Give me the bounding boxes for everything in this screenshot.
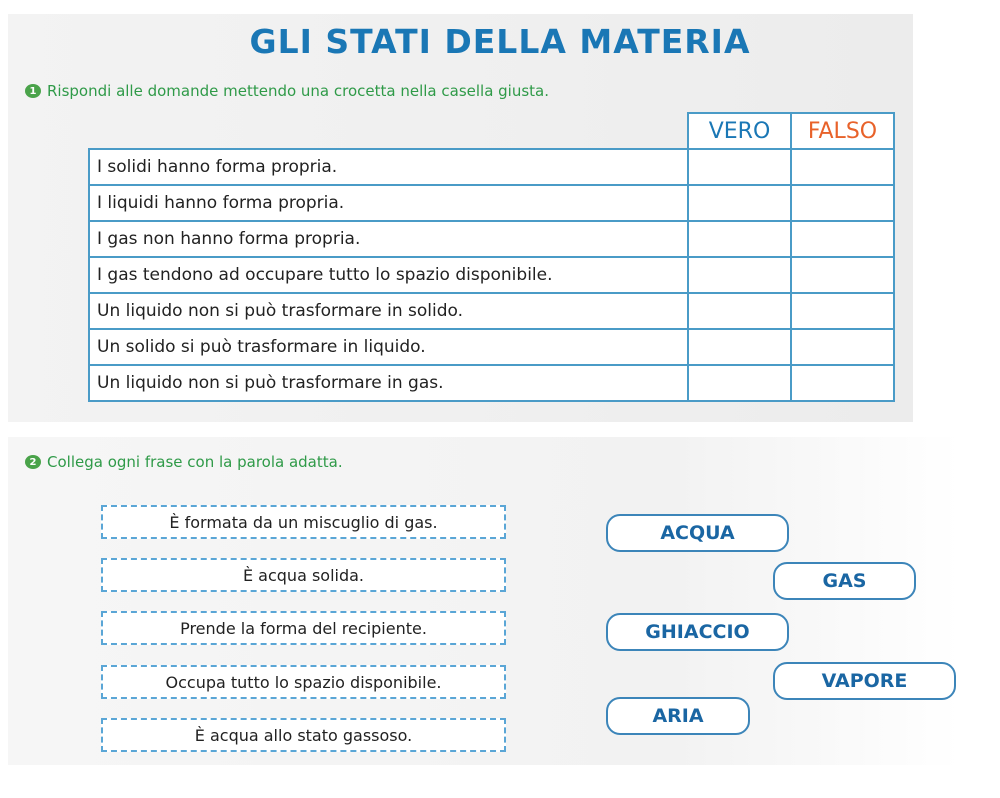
falso-checkbox-cell[interactable] [791,329,894,365]
word-acqua[interactable]: ACQUA [606,514,789,552]
phrase-box[interactable]: È acqua allo stato gassoso. [101,718,506,752]
phrase-box[interactable]: È formata da un miscuglio di gas. [101,505,506,539]
vero-checkbox-cell[interactable] [688,149,791,185]
exercise-1-instruction-text: Rispondi alle domande mettendo una crocetta nella casella giusta. [47,82,550,100]
phrase-box[interactable]: Prende la forma del recipiente. [101,611,506,645]
column-header-vero: VERO [688,113,791,149]
exercise-2-instruction [25,453,343,471]
phrase-box[interactable]: È acqua solida. [101,558,506,592]
word-gas[interactable]: GAS [773,562,916,600]
word-vapore[interactable]: VAPORE [773,662,956,700]
true-false-table [88,112,895,402]
falso-checkbox-cell[interactable] [791,257,894,293]
exercise-1-instruction [25,82,549,100]
vero-checkbox-cell[interactable] [688,329,791,365]
statement-cell: Un liquido non si può trasformare in solido. [89,293,688,329]
statement-cell: I solidi hanno forma propria. [89,149,688,185]
falso-checkbox-cell[interactable] [791,149,894,185]
vero-checkbox-cell[interactable] [688,185,791,221]
table-header-empty [89,113,688,149]
word-ghiaccio[interactable]: GHIACCIO [606,613,789,651]
table-row [89,185,894,221]
falso-checkbox-cell[interactable] [791,293,894,329]
word-aria[interactable]: ARIA [606,697,750,735]
phrase-box[interactable]: Occupa tutto lo spazio disponibile. [101,665,506,699]
statement-cell: Un liquido non si può trasformare in gas. [89,365,688,401]
statement-cell: I gas tendono ad occupare tutto lo spazio disponibile. [89,257,688,293]
statement-cell: I liquidi hanno forma propria. [89,185,688,221]
table-row [89,257,894,293]
exercise-2-instruction-text: Collega ogni frase con la parola adatta. [47,453,343,471]
statement-cell: Un solido si può trasformare in liquido. [89,329,688,365]
table-row [89,365,894,401]
column-header-falso: FALSO [791,113,894,149]
exercise-2-number-badge: 2 [25,455,41,469]
table-row [89,293,894,329]
statement-cell: I gas non hanno forma propria. [89,221,688,257]
vero-checkbox-cell[interactable] [688,257,791,293]
falso-checkbox-cell[interactable] [791,221,894,257]
vero-checkbox-cell[interactable] [688,221,791,257]
exercise-2-panel [8,437,960,765]
page-title: GLI STATI DELLA MATERIA [249,22,751,61]
falso-checkbox-cell[interactable] [791,365,894,401]
table-header-row [89,113,894,149]
table-row [89,149,894,185]
vero-checkbox-cell[interactable] [688,293,791,329]
table-row [89,329,894,365]
vero-checkbox-cell[interactable] [688,365,791,401]
table-row [89,221,894,257]
falso-checkbox-cell[interactable] [791,185,894,221]
exercise-1-number-badge: 1 [25,84,41,98]
